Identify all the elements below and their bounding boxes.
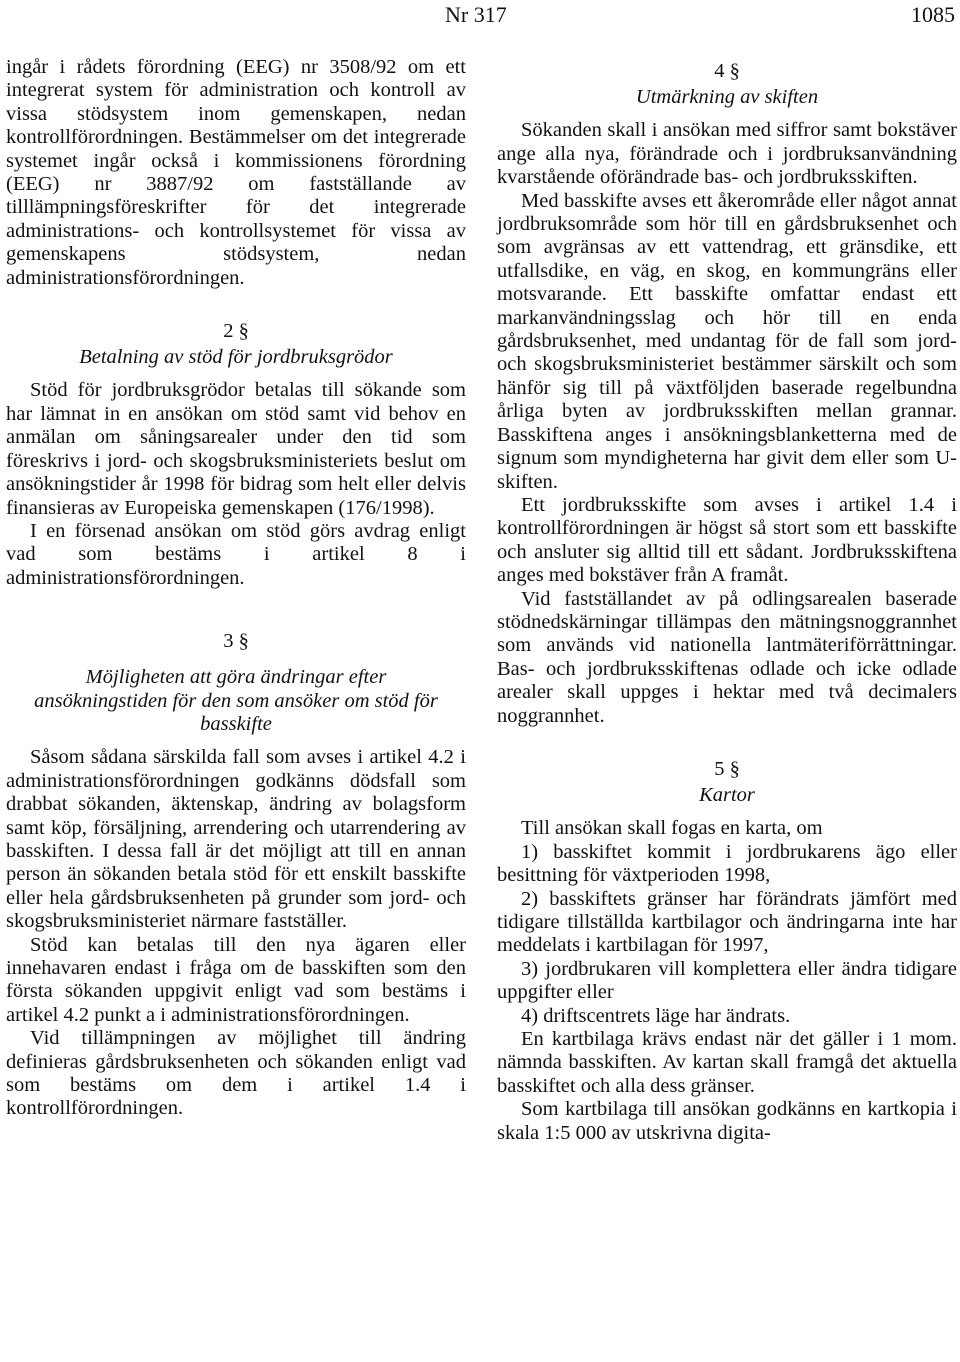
section-4-title: Utmärkning av skiften (635, 86, 819, 108)
section-4-paragraph-1: Sökanden skall i ansökan med siffror samt bokstäver ange alla nya, förändrade och i jordbruksanvändning kvarstående oförändrade bas- och jordbruksskiften. (497, 119, 957, 189)
issue-number: Nr 317 (445, 2, 507, 27)
paragraph-continued: ingår i rådets förordning (EEG) nr 3508/92 om ett integrerat system för administration och kontroll av vissa stödsystem inom gemenskapen, nedan kontrollförordningen. Bestämmelser om det integrerade systemet ingår också i kommissionens förordning (EEG) nr 3887/92 om fastställande av tilllämpningsföreskrifter för det integrerade administrations- och kontrollsystemet för vissa av gemenskapens stödsystem, nedan administrationsförordningen. (6, 56, 466, 289)
section-4-number: 4 § (714, 60, 740, 82)
section-3-number: 3 § (223, 630, 249, 653)
section-2-paragraph-1: Stöd för jordbruksgrödor betalas till sökande som har lämnat in en ansökan om stöd samt vid behov en anmälan om såningsarealer under den tid som föreskrivs i jord- och skogsbruksministeriets beslut om ansökningstider år 1998 för bidrag som helt eller delvis finansieras av Europeiska gemenskapen (176/1998). (6, 379, 466, 519)
section-5-item-4: 4) driftscentrets läge har ändrats. (521, 1004, 791, 1027)
section-4-paragraph-4: Vid fastställandet av på odlingsarealen baserade stödnedskärningar tillämpas den mätningsnoggrannhet som används vid nationella lantmäteriförrättningar. Bas- och jordbruksskiftenas odlade och icke odlade arealer skall uppges i hektar med två decimalers noggrannhet. (497, 587, 957, 727)
section-3-paragraph-3: Vid tillämpningen av möjlighet till ändring definieras gårdsbruksenheten och sökanden enligt vad som bestäms om dem i artikel 1.4 i kontrollförordningen. (6, 1027, 466, 1120)
section-5-number: 5 § (714, 757, 740, 780)
left-column (6, 56, 466, 1121)
section-5-paragraph-3: Som kartbilaga till ansökan godkänns en kartkopia i skala 1:5 000 av utskrivna digita- (497, 1098, 957, 1144)
section-4-paragraph-2: Med basskifte avses ett åkerområde eller något annat jordbruksområde som hör till en gårdsbruksenhet och som avgränsas av ett vattendrag, ett gränsdike, ett utfallsdike, en väg, en skog, en kommungräns eller motsvarande. Ett basskifte omfattar endast ett markanvändningsslag och hör till en enda gårdsbruksenhet, med undantag för de fall som jord- och skogsbruksministeriet bestämmer särskilt och som hänför sig till på växtföljden baserade regelbundna årliga byten av jordbruksskiften mellan grannar. Basskiftena anges i ansökningsblanketterna med de signum som myndigheterna har givit dem eller som U-skiften. (497, 189, 957, 493)
section-4-paragraph-3: Ett jordbruksskifte som avses i artikel 1.4 i kontrollförordningen är högst så stort som ett basskifte och ansluter sig alltid till ett sådant. Jordbruksskiftena anges med bokstäver från A framåt. (497, 493, 957, 587)
right-column (497, 56, 957, 1145)
section-2-number: 2 § (223, 320, 249, 343)
section-5-item-2: 2) basskiftets gränser har förändrats jämfört med tidigare tillställda kartbilagor och ändringarna inte har meddelats i kartbilagan för 1997, (497, 887, 957, 957)
section-5-title: Kartor (699, 783, 755, 806)
section-5-paragraph-2: En kartbilaga krävs endast när det gäller i 1 mom. nämnda basskiften. Av kartan skall framgå det aktuella basskiftet och alla dess gränser. (497, 1028, 957, 1097)
section-3-title: Möjligheten att göra ändringar efter ansökningstiden för den som ansöker om stöd för basskifte (34, 666, 438, 735)
page-header (0, 0, 960, 28)
page-number: 1085 (911, 2, 955, 27)
section-5-paragraph-1: Till ansökan skall fogas en karta, om (521, 817, 823, 840)
section-5-item-3: 3) jordbrukaren vill komplettera eller ändra tidigare uppgifter eller (497, 957, 957, 1004)
section-5-item-1: 1) basskiftet kommit i jordbrukarens ägo eller besittning för växtperioden 1998, (497, 840, 957, 887)
section-2-title: Betalning av stöd för jordbruksgrödor (79, 346, 393, 369)
section-3-paragraph-1: Såsom sådana särskilda fall som avses i artikel 4.2 i administrationsförordningen godkänns dödsfall som drabbat sökanden, äktenskap, ändring av bolagsform samt köp, försäljning, arrendering och utarrendering av basskiften. I dessa fall är det möjligt att till en annan person än sökanden betala stöd för ett enskilt basskifte eller hela gårdsbruksenheten på grunder som jord- och skogsbruksministeriet närmare fastställer. (6, 746, 466, 933)
section-2-paragraph-2: I en försenad ansökan om stöd görs avdrag enligt vad som bestäms i artikel 8 i administrationsförordningen. (6, 519, 466, 589)
section-3-paragraph-2: Stöd kan betalas till den nya ägaren eller innehavaren endast i fråga om de basskiften som den första sökanden uppgivit enligt vad som bestäms i artikel 4.2 punkt a i administrationsförordningen. (6, 933, 466, 1026)
